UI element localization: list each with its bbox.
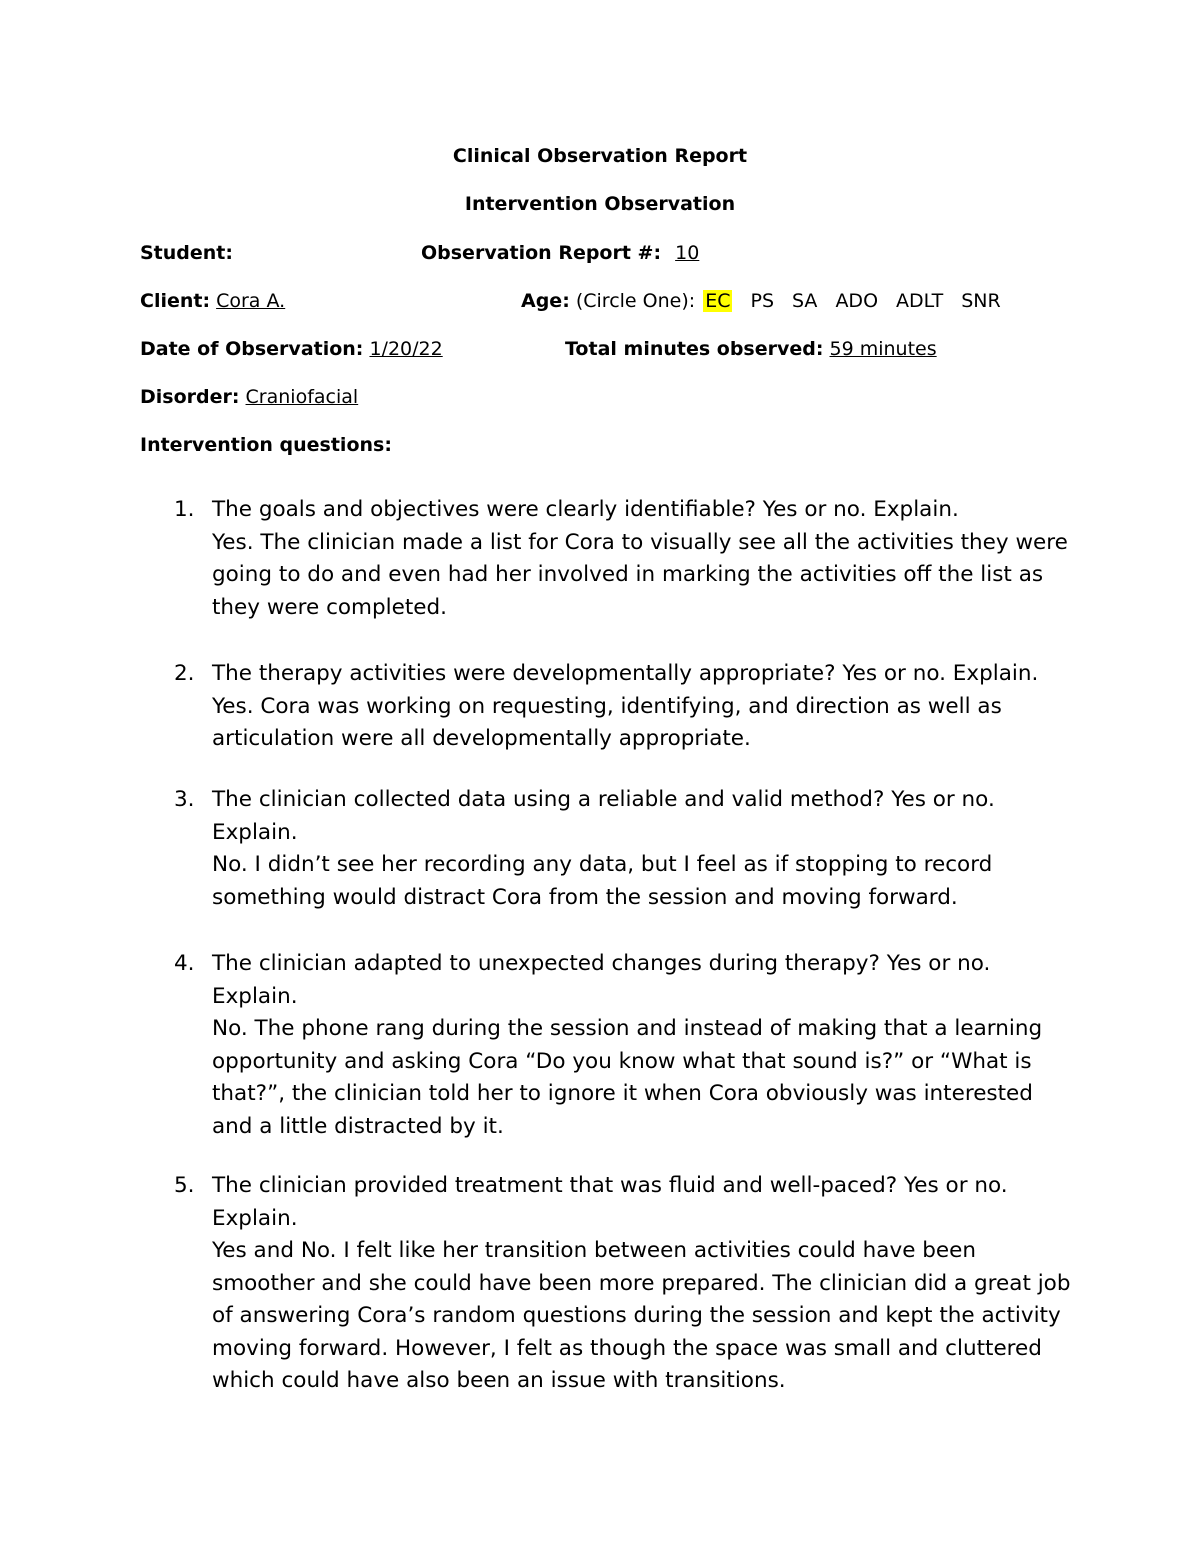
question-number: 1. <box>174 497 195 522</box>
answer-text: Yes. The clinician made a list for Cora to visually see all the activities they were going to do and even had her involved in marking the activities off the list as they were completed. <box>212 529 1068 620</box>
age-option-ec <box>703 290 732 312</box>
document-subtitle: Intervention Observation <box>464 193 736 215</box>
age-option-label: PS <box>750 290 775 312</box>
report-number-field <box>421 242 699 264</box>
question-text: The clinician adapted to unexpected changes during therapy? Yes or no. Explain. <box>212 951 991 1009</box>
question-item <box>174 1170 1074 1398</box>
question-item <box>174 658 1074 756</box>
question-number: 3. <box>174 787 195 812</box>
student-field <box>140 242 233 264</box>
client-label: Client: <box>140 290 211 312</box>
question-text: The goals and objectives were clearly identifiable? Yes or no. Explain. <box>212 497 959 522</box>
student-label: Student: <box>140 242 233 264</box>
age-field <box>521 290 1001 312</box>
age-option-ado <box>835 290 878 312</box>
date-value: 1/20/22 <box>369 338 443 360</box>
report-number-label: Observation Report #: <box>421 242 662 264</box>
disorder-value: Craniofacial <box>245 386 359 408</box>
minutes-field <box>565 338 937 360</box>
age-option-label: EC <box>705 290 731 312</box>
age-options <box>701 290 1001 312</box>
question-item <box>174 948 1074 1143</box>
question-text: The therapy activities were developmentally appropriate? Yes or no. Explain. <box>212 661 1039 686</box>
document-title: Clinical Observation Report <box>452 145 748 167</box>
age-option-label: ADLT <box>896 290 944 312</box>
questions-heading: Intervention questions: <box>140 434 392 456</box>
client-value: Cora A. <box>216 290 286 312</box>
age-option-label: ADO <box>835 290 879 312</box>
minutes-value: 59 minutes <box>829 338 937 360</box>
client-field <box>140 290 285 312</box>
answer-text: No. I didn’t see her recording any data, but I feel as if stopping to record something would distract Cora from the session and moving forward. <box>212 852 993 910</box>
age-label: Age: <box>521 290 570 312</box>
disorder-field <box>140 386 358 408</box>
question-text: The clinician collected data using a reliable and valid method? Yes or no. Explain. <box>212 787 995 845</box>
question-number: 5. <box>174 1173 195 1198</box>
disorder-label: Disorder: <box>140 386 240 408</box>
age-option-label: SNR <box>961 290 1001 312</box>
age-option-adlt <box>896 290 943 312</box>
age-instruction: (Circle One): <box>575 290 696 312</box>
age-option-label: SA <box>792 290 818 312</box>
date-label: Date of Observation: <box>140 338 364 360</box>
minutes-label: Total minutes observed: <box>565 338 824 360</box>
question-text: The clinician provided treatment that was fluid and well-paced? Yes or no. Explain. <box>212 1173 1008 1231</box>
age-option-ps <box>750 290 774 312</box>
date-field <box>140 338 479 360</box>
question-item <box>174 784 1074 914</box>
age-option-sa <box>792 290 817 312</box>
question-item <box>174 494 1074 624</box>
age-option-snr <box>961 290 1000 312</box>
answer-text: Yes and No. I felt like her transition between activities could have been smoother and she could have been more prepared. The clinician did a great job of answering Cora’s random questions during the session and kept the activity moving forward. However, I felt as though the space was small and cluttered which could have also been an issue with transitions. <box>212 1238 1071 1393</box>
question-number: 4. <box>174 951 195 976</box>
report-number-value: 10 <box>675 242 700 264</box>
answer-text: No. The phone rang during the session and instead of making that a learning opportunity and asking Cora “Do you know what that sound is?” or “What is that?”, the clinician told her to ignore it when Cora obviously was interested and a little distracted by it. <box>212 1016 1043 1139</box>
question-number: 2. <box>174 661 195 686</box>
answer-text: Yes. Cora was working on requesting, identifying, and direction as well as articulation were all developmentally appropriate. <box>212 693 1002 751</box>
